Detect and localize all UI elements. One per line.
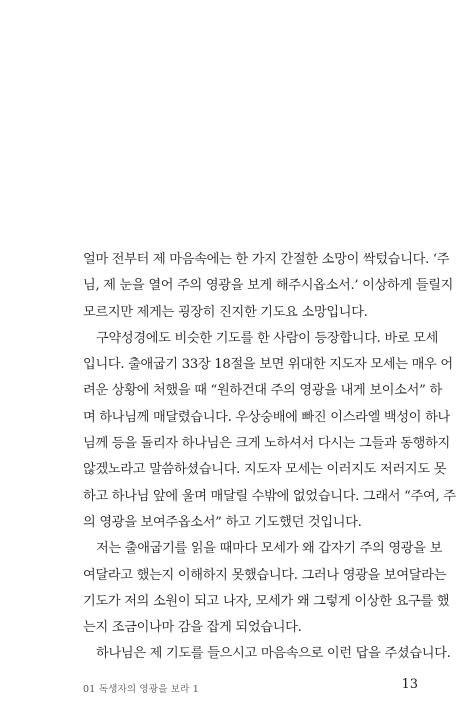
text-line: 하나님은 제 기도를 들으시고 마음속으로 이런 답을 주셨습니다.: [96, 646, 451, 662]
page-number: 13: [401, 677, 418, 692]
text-line: 하고 하나님 앞에 울며 매달릴 수밖에 없었습니다. 그래서 “주여, 주: [83, 488, 456, 504]
text-line: 의 영광을 보여주옵소서” 하고 기도했던 것입니다.: [83, 514, 362, 530]
text-line: 얼마 전부터 제 마음속에는 한 가지 간절한 소망이 싹텄습니다. ‘주: [83, 252, 450, 267]
running-footer: 01 독생자의 영광을 보라 1: [83, 684, 200, 695]
text-line: 저는 출애굽기를 읽을 때마다 모세가 왜 갑자기 주의 영광을 보: [96, 541, 443, 557]
text-line: 님, 제 눈을 열어 주의 영광을 보게 해주시옵소서.’ 이상하게 들릴지: [83, 278, 454, 294]
text-line: 입니다. 출애굽기 33장 18절을 보면 위대한 지도자 모세는 매우 어: [83, 357, 453, 373]
text-line: 님께 등을 돌리자 하나님은 크게 노하셔서 다시는 그들과 동행하지: [83, 436, 450, 452]
text-line: 며 하나님께 매달렸습니다. 우상숭배에 빠진 이스라엘 백성이 하나: [83, 409, 450, 425]
text-line: 않겠노라고 말씀하셨습니다. 지도자 모세는 이러지도 저러지도 못: [83, 462, 447, 478]
text-line: 려운 상황에 처했을 때 “원하건대 주의 영광을 내게 보이소서” 하: [83, 383, 442, 399]
paragraph-3: [83, 536, 450, 641]
text-line: 여달라고 했는지 이해하지 못했습니다. 그러나 영광을 보여달라는: [83, 567, 447, 583]
text-line: 기도가 저의 소원이 되고 나자, 모세가 왜 그렇게 이상한 요구를 했: [83, 593, 450, 609]
paragraph-2: [83, 326, 456, 536]
paragraph-1: [83, 247, 454, 326]
text-line: 모르지만 제게는 굉장히 진지한 기도요 소망입니다.: [83, 304, 368, 320]
paragraph-4: [83, 641, 451, 667]
text-line: 는지 조금이나마 감을 잡게 되었습니다.: [83, 620, 302, 636]
text-line: 구약성경에도 비슷한 기도를 한 사람이 등장합니다. 바로 모세: [96, 330, 439, 346]
body-text: [83, 247, 456, 668]
